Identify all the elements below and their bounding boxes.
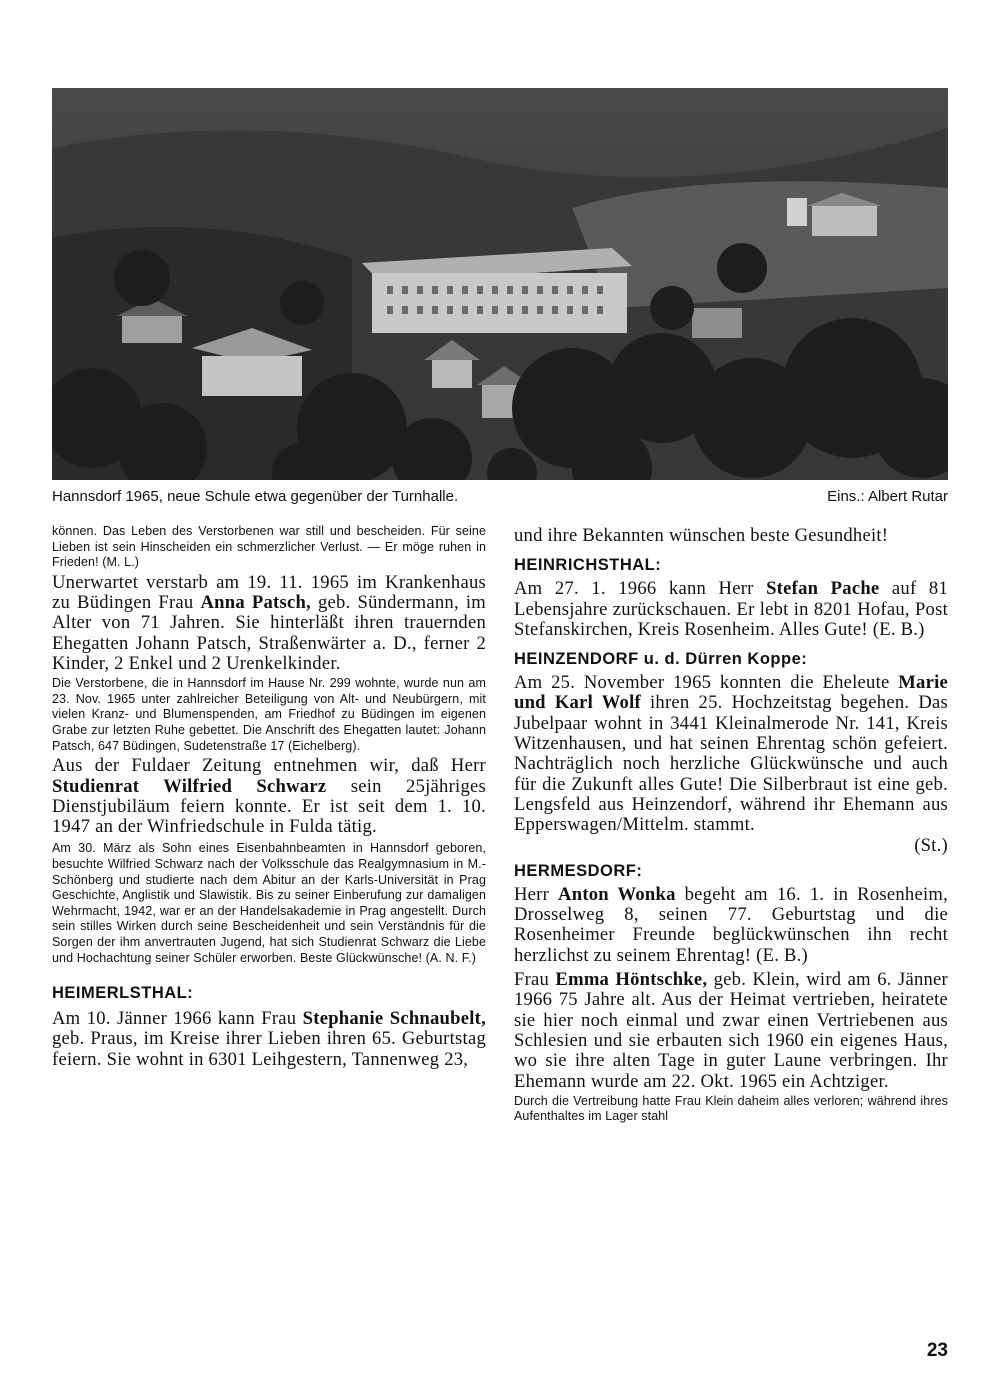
wishes-paragraph: und ihre Bekannten wünschen beste Gesundheit! bbox=[514, 525, 889, 546]
pache-paragraph: Am 27. 1. 1966 kann Herr Stefan Pache auf 81 Lebensjahre zurückschauen. Er lebt in 8201 Hofau, Post Stefanskirchen, Kreis Rosenheim. Alles Gute! (E. B.) bbox=[514, 578, 948, 640]
schnaubelt-paragraph: Am 10. Jänner 1966 kann Frau Stephanie Schnaubelt, geb. Praus, im Kreise ihrer Lieben ihren 65. Geburtstag feiern. Sie wohnt in 6301 Leihgestern, Tannenweg 23, bbox=[52, 1008, 486, 1070]
right-column bbox=[514, 524, 948, 1125]
schwarz-jubilee-paragraph: Aus der Fuldaer Zeitung entnehmen wir, daß Herr Studienrat Wilfried Schwarz sein 25jähriges Dienstjubiläum feiern konnte. Er ist seit dem 1. 10. 1947 an der Winfriedschule in Fulda tätig. bbox=[52, 755, 486, 838]
photo-hannsdorf-school bbox=[52, 88, 948, 480]
expulsion-paragraph: Durch die Vertreibung hatte Frau Klein daheim alles verloren; während ihres Aufenthaltes im Lager stahl bbox=[514, 1093, 948, 1124]
wolf-paragraph: Am 25. November 1965 konnten die Eheleute Marie und Karl Wolf ihren 25. Hochzeitstag begehen. Das Jubelpaar wohnt in 3441 Kleinalmerode Nr. 141, Kreis Witzenhausen, und hat seinen Ehrentag schön gefeiert. Nachträglich noch herzliche Glückwünsche und auch für die Zukunft alles Gute! Die Silberbraut ist eine geb. Lengsfeld aus Heinzendorf, während ihr Ehemann aus Epperswagen/Mittelm. stammt. bbox=[514, 672, 948, 836]
name-anna-patsch: Anna Patsch, bbox=[200, 592, 311, 614]
wonka-paragraph: Herr Anton Wonka begeht am 16. 1. in Rosenheim, Drosselweg 8, seinen 77. Geburtstag und die Rosenheimer Freunde beglückwünschen ihn recht herzlichst zu seinem Ehrentag! (E. B.) bbox=[514, 883, 948, 966]
left-column bbox=[52, 524, 486, 1070]
caption-text: Hannsdorf 1965, neue Schule etwa gegenüber der Turnhalle. bbox=[52, 488, 459, 505]
name-stefan-pache: Stefan Pache bbox=[766, 578, 880, 600]
funeral-paragraph: Die Verstorbene, die in Hannsdorf im Hause Nr. 299 wohnte, wurde nun am 23. Nov. 1965 unter zahlreicher Beteiligung von Alt- und Neubürgern, mit vielen Kranz- und Blumenspenden, am Friedhof zu Büdingen im eigenen Grabe zur letzten Ruhe gebettet. Die Anschrift des Ehegatten lautet: Johann Patsch, 647 Büdingen, Sudetenstraße 17 (Eichelberg). bbox=[52, 676, 486, 753]
obituary-end-paragraph: können. Das Leben des Verstorbenen war still und bescheiden. Für seine Lieben ist sein Hinscheiden ein schmerzlicher Verlust. — Er möge ruhen in Frieden! (M. L.) bbox=[52, 524, 486, 570]
name-emma-hoentschke: Emma Höntschke, bbox=[555, 969, 708, 991]
page-number: 23 bbox=[926, 1340, 948, 1361]
obituary-patsch-paragraph: Unerwartet verstarb am 19. 11. 1965 im Krankenhaus zu Büdingen Frau Anna Patsch, geb. Sündermann, im Alter von 71 Jahren. Sie hinterläßt ihren trauernden Ehegatten Johann Patsch, Straßenwärter a. D., ferner 2 Kinder, 2 Enkel und 2 Urenkelkinder. bbox=[52, 571, 486, 674]
heading-heinzendorf: HEINZENDORF u. d. Dürren Koppe: bbox=[514, 650, 808, 669]
signature-st: (St.) bbox=[914, 834, 948, 856]
schwarz-biography-paragraph: Am 30. März als Sohn eines Eisenbahnbeamten in Hannsdorf geboren, besuchte Wilfried Schwarz nach der Volksschule das Realgymnasium in M.-Schönberg und studierte nach dem Abitur an der Karls-Universität in Prag Geschichte, Anglistik und Slawistik. Bis zu seiner Einberufung zur damaligen Wehrmacht, 1942, war er an der Handelsakademie in Prag angestellt. Durch sein stilles Wirken durch seine Bescheidenheit und sein Verständnis für die Sorgen der ihm anvertrauten Jugend, hat sich Studienrat Schwarz die Liebe und Hochachtung seiner Schüler erworben. Beste Glückwünsche! (A. N. F.) bbox=[52, 841, 486, 965]
heading-hermesdorf: HERMESDORF: bbox=[514, 861, 643, 880]
name-anton-wonka: Anton Wonka bbox=[558, 883, 676, 905]
name-stephanie-schnaubelt: Stephanie Schnaubelt, bbox=[302, 1008, 486, 1030]
heading-heinrichsthal: HEINRICHSTHAL: bbox=[514, 556, 662, 575]
caption-credit: Eins.: Albert Rutar bbox=[827, 488, 948, 505]
heading-heimerlsthal: HEIMERLSTHAL: bbox=[52, 984, 194, 1003]
hoentschke-paragraph: Frau Emma Höntschke, geb. Klein, wird am 6. Jänner 1966 75 Jahre alt. Aus der Heimat vertrieben, heiratete sie hier noch einmal und zwar einen Vertriebenen aus Schlesien und sie erbauten sich 1960 ein eigenes Haus, wo sie ihre alten Tage in guter Laune verbringen. Ihr Ehemann wurde am 22. Okt. 1965 ein Achtziger. bbox=[514, 969, 948, 1092]
photo-caption bbox=[52, 488, 948, 510]
name-marie-karl-wolf: Marie und Karl Wolf bbox=[514, 672, 948, 714]
landscape-illustration bbox=[52, 88, 948, 480]
name-wilfried-schwarz: Studienrat Wilfried Schwarz bbox=[52, 775, 327, 797]
